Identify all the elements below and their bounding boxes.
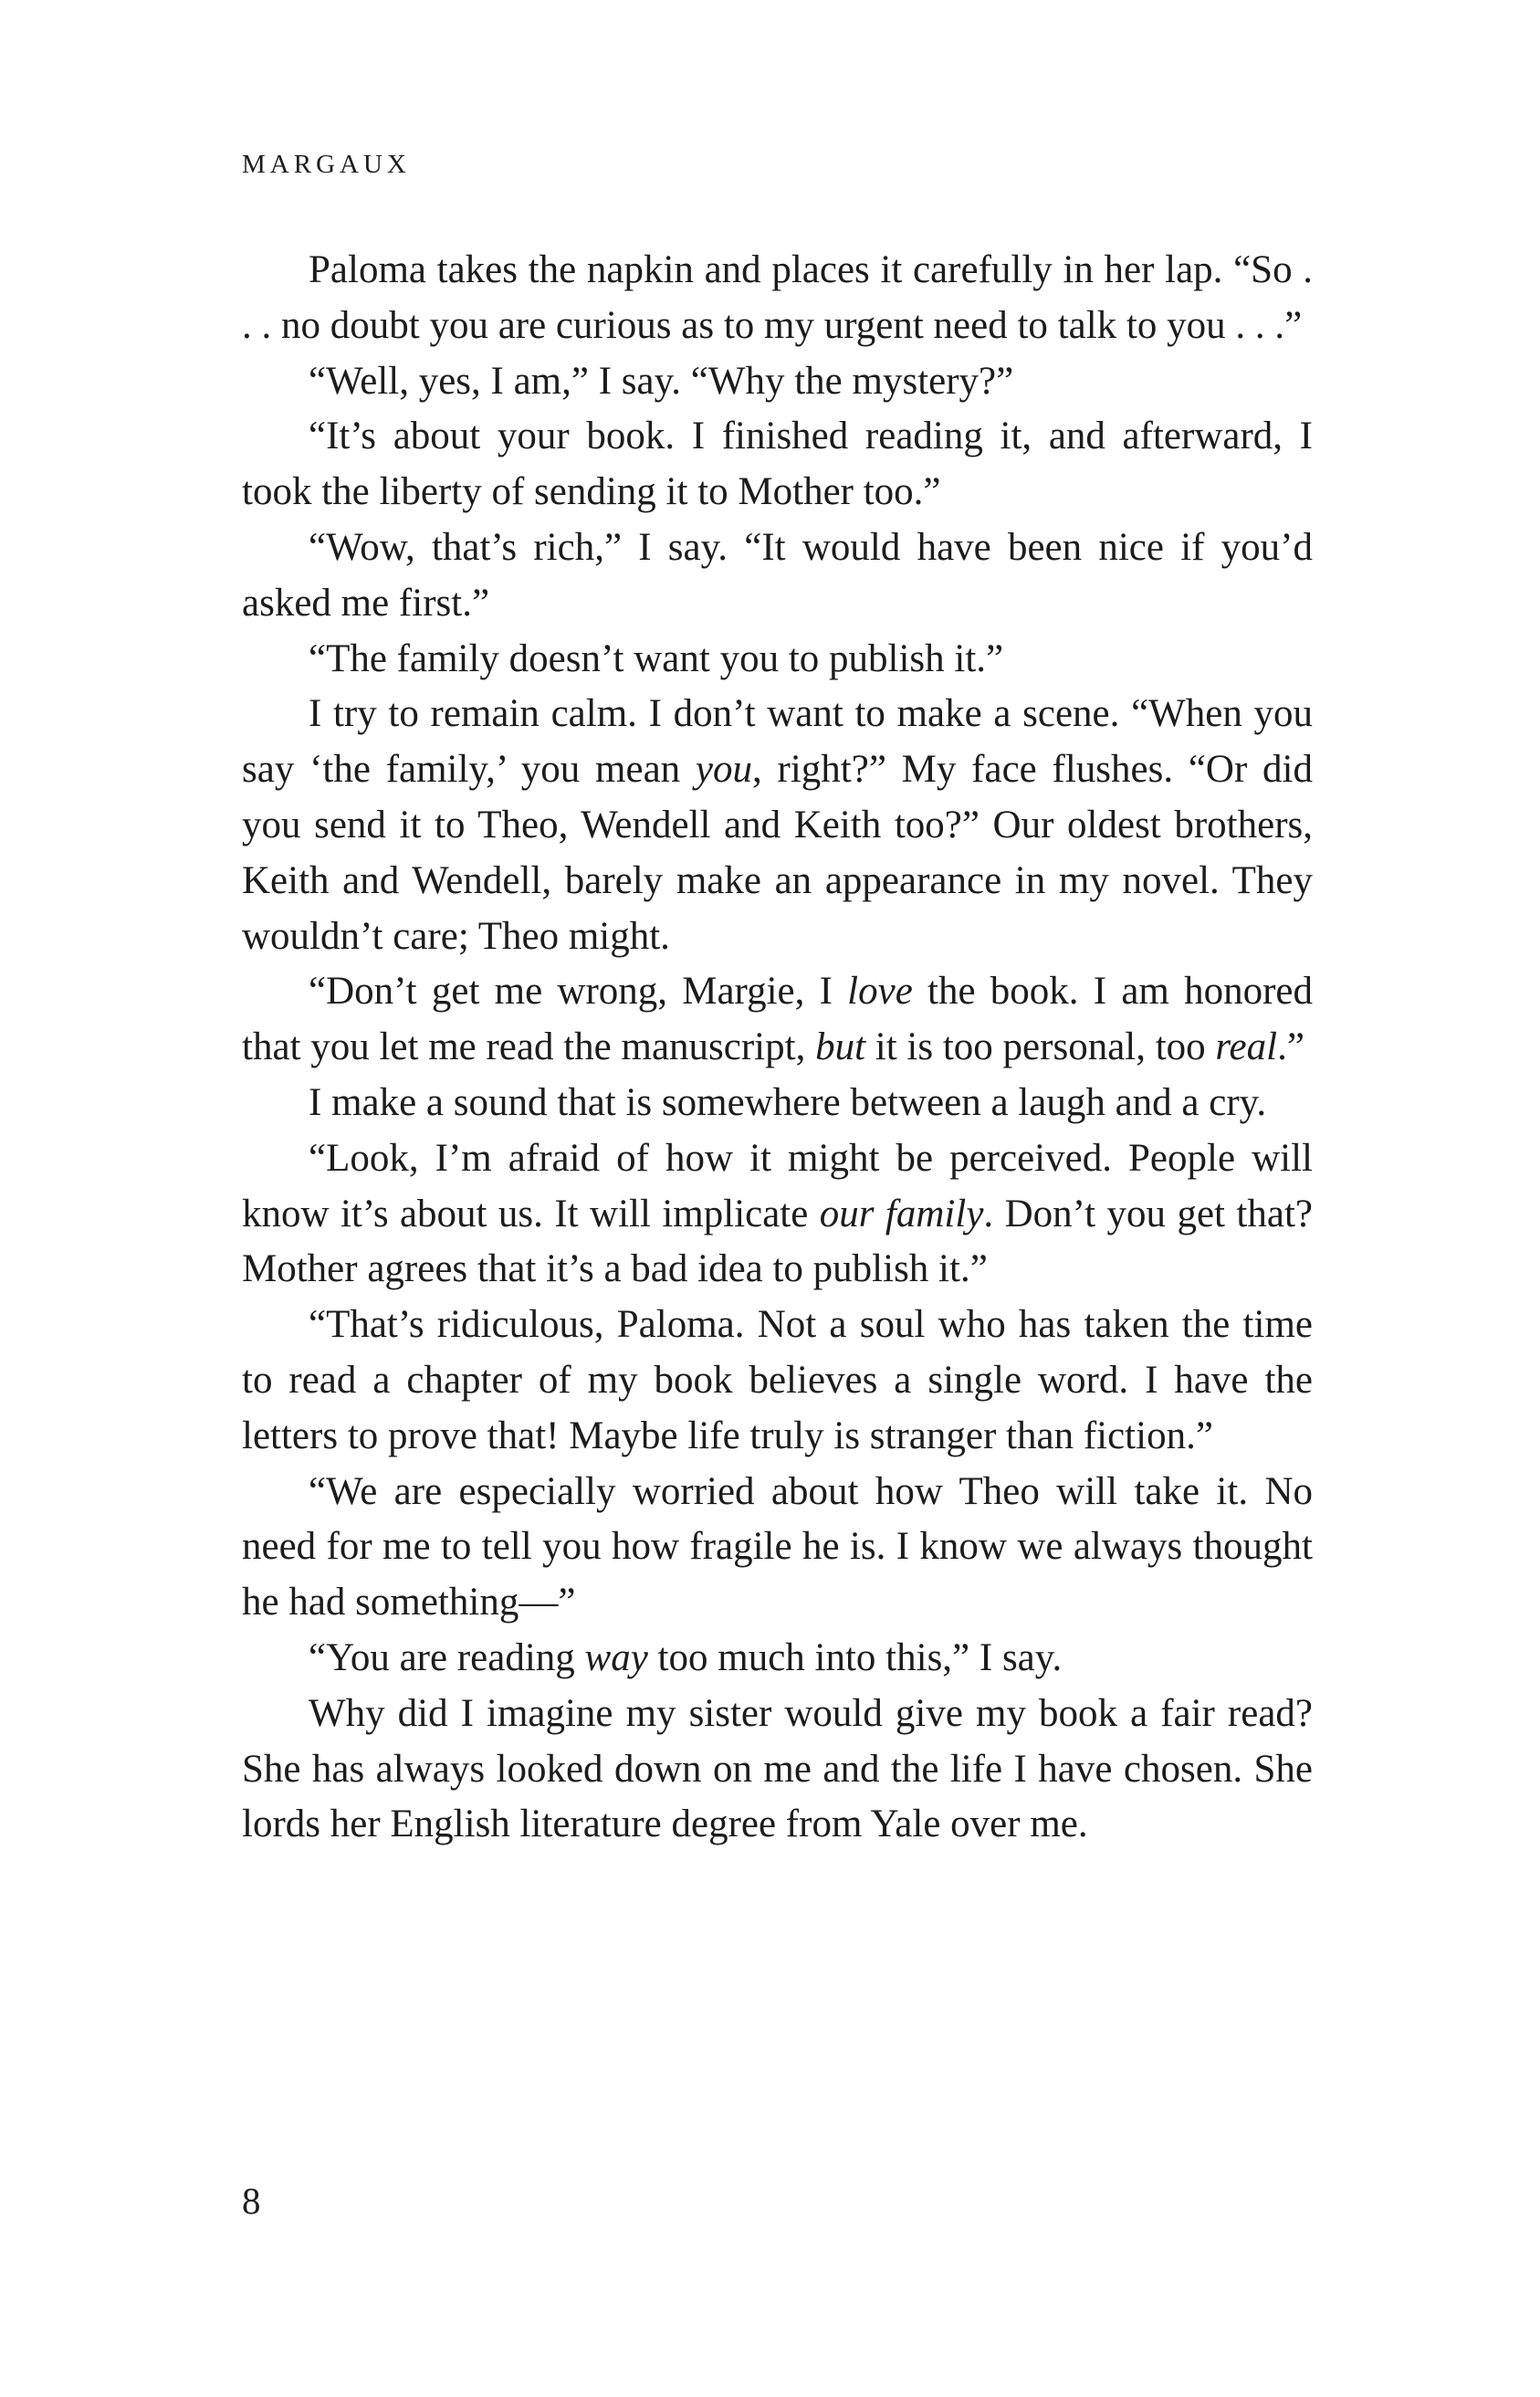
text-run: “You are reading [309,1635,585,1679]
running-head: MARGAUX [242,150,411,179]
text-run: I make a sound that is somewhere between a laugh and a cry. [309,1080,1267,1124]
text-run: “Wow, that’s rich,” I say. “It would have been nice if you’d asked me first.” [242,525,1313,625]
text-run: “Look, I’m afraid of how it might be perceived. People will know it’s about us. It will implicate [242,1136,1313,1235]
italic-text: real [1215,1025,1278,1069]
text-run: too much into this,” I say. [647,1635,1063,1679]
paragraph [242,687,1313,964]
paragraph [242,1687,1313,1853]
page-number: 8 [242,2180,261,2222]
text-run: “Well, yes, I am,” I say. “Why the mystery?” [309,359,1014,403]
paragraph [242,964,1313,1076]
paragraph [242,1465,1313,1631]
paragraph [242,409,1313,520]
italic-text: but [815,1025,866,1069]
text-run: it is too personal, too [865,1025,1216,1069]
paragraph [242,520,1313,632]
text-run: “Don’t get me wrong, Margie, I [309,970,848,1014]
paragraph [242,354,1313,410]
text-run: Paloma takes the napkin and places it carefully in her lap. “So . . . no doubt you are curious as to my urgent need to talk to you . . .” [242,248,1313,347]
italic-text: you [695,748,753,792]
text-run: . Don’t you get that? Mother agrees that it’s a bad idea to publish it.” [242,1192,1313,1291]
text-run: the book. I am honored that you let me read the manuscript, [242,970,1313,1069]
italic-text: way [584,1635,648,1679]
text-run: , right?” My face flushes. “Or did you send it to Theo, Wendell and Keith too?” Our oldest brothers, Keith and Wendell, barely make an appearance in my novel. They wouldn’t care; Theo might. [242,748,1313,958]
text-run: “It’s about your book. I finished reading it, and afterward, I took the liberty of sending it to Mother too.” [242,415,1313,514]
text-run: .” [1277,1025,1304,1069]
paragraph [242,243,1313,354]
italic-text: our family [819,1192,984,1235]
text-run: I try to remain calm. I don’t want to make a scene. “When you say ‘the family,’ you mean [242,692,1313,792]
text-run: Why did I imagine my sister would give my book a fair read? She has always looked down on me and the life I have chosen. She lords her English literature degree from Yale over me. [242,1691,1313,1846]
paragraph [242,1076,1313,1131]
body-text [242,243,1313,1853]
text-run: “That’s ridiculous, Paloma. Not a soul who has taken the time to read a chapter of my book believes a single word. I have the letters to prove that! Maybe life truly is stranger than fiction.” [242,1303,1313,1457]
paragraph [242,1631,1313,1687]
italic-text: love [847,970,913,1014]
paragraph [242,1298,1313,1464]
text-run: “The family doesn’t want you to publish it.” [309,636,1004,680]
paragraph [242,1131,1313,1298]
paragraph [242,632,1313,688]
text-run: “We are especially worried about how Theo will take it. No need for me to tell you how fragile he is. I know we always thought he had something—” [242,1469,1313,1624]
